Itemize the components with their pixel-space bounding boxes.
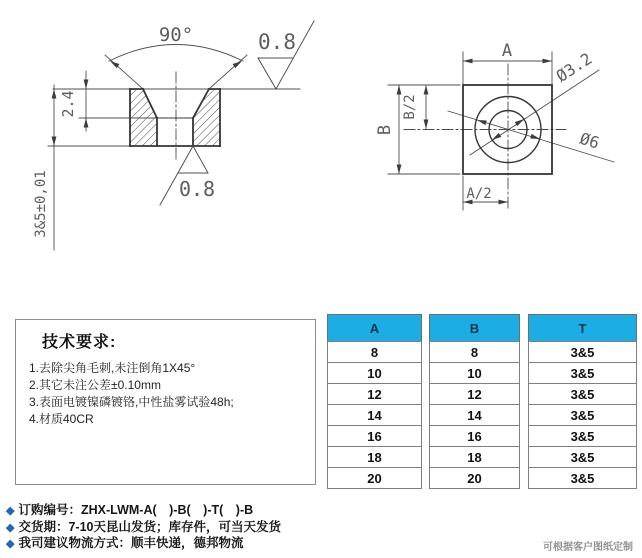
table-column-a (327, 314, 422, 489)
logistics-line (6, 536, 281, 553)
order-info-block (6, 503, 281, 553)
extension-lines-plan (388, 52, 614, 210)
half-width-label: A/2 (466, 186, 492, 202)
roughness-bottom-label: 0.8 (178, 177, 216, 201)
tech-requirements-title: 技术要求: (42, 334, 117, 351)
diamond-bullet-icon: ◆ (6, 521, 15, 534)
dimension-arrows-plan (397, 59, 552, 205)
table-cell: 16 (429, 425, 520, 447)
tech-requirement-item: 4.材质40CR (29, 412, 94, 426)
inner-diameter-label: Ø3.2 (552, 48, 596, 86)
outer-diameter-label: Ø6 (577, 128, 602, 153)
table-cell: 20 (429, 467, 520, 489)
table-cell: 3&5 (528, 425, 637, 447)
table-cell: 14 (327, 404, 422, 426)
table-cell: 20 (327, 467, 422, 489)
width-a-label: A (501, 41, 513, 61)
table-column-b (429, 314, 520, 489)
table-cell: 3&5 (528, 362, 637, 384)
order-number-text: 订购编号：ZHX-LWM-A( )-B( )-T( )-B (18, 503, 254, 517)
plan-view (375, 41, 614, 210)
order-number-line (6, 503, 281, 520)
delivery-time-text: 交货期：7-10天昆山发货；库存件，可当天发货 (18, 519, 281, 534)
roughness-top-label: 0.8 (258, 30, 296, 54)
column-header-t: T (528, 314, 637, 342)
extension-lines (48, 45, 300, 251)
column-header-b: B (429, 314, 520, 342)
logistics-text: 我司建议物流方式：顺丰快递，德邦物流 (18, 536, 244, 550)
depth-dimension-label: 2.4 (59, 90, 77, 118)
size-spec-table (327, 314, 637, 489)
table-cell: 3&5 (528, 467, 637, 489)
tech-requirement-item: 3.表面电镀镍磷镀铬,中性盐雾试验48h; (29, 395, 234, 409)
table-cell: 3&5 (528, 341, 637, 363)
tech-requirement-item: 1.去除尖角毛刺,未注倒角1X45° (29, 361, 196, 375)
table-cell: 12 (429, 383, 520, 405)
tech-requirement-item: 2.其它未注公差±0.10mm (29, 378, 161, 392)
delivery-time-line (6, 520, 281, 537)
table-cell: 18 (327, 446, 422, 468)
table-cell: 3&5 (528, 383, 637, 405)
customization-note: 可根据客户图纸定制 (543, 542, 633, 553)
column-header-a: A (327, 314, 422, 342)
section-view (33, 21, 314, 250)
diamond-bullet-icon: ◆ (6, 538, 15, 550)
table-column-t (528, 314, 637, 489)
height-dimension-label: 3&5±0,01 (33, 170, 49, 238)
half-height-label: B/2 (402, 94, 418, 120)
tech-requirements-box (15, 319, 316, 485)
height-b-label: B (375, 124, 395, 136)
table-cell: 8 (429, 341, 520, 363)
table-cell: 14 (429, 404, 520, 426)
table-cell: 3&5 (528, 446, 637, 468)
hatch-left (130, 89, 157, 146)
table-cell: 16 (327, 425, 422, 447)
table-cell: 8 (327, 341, 422, 363)
tech-requirements-list (29, 360, 315, 428)
angle-dimension-label: 90° (158, 24, 194, 46)
diamond-bullet-icon: ◆ (6, 505, 15, 517)
table-cell: 18 (429, 446, 520, 468)
table-cell: 12 (327, 383, 422, 405)
table-cell: 10 (327, 362, 422, 384)
hatch-right (193, 89, 220, 146)
table-cell: 3&5 (528, 404, 637, 426)
table-cell: 10 (429, 362, 520, 384)
